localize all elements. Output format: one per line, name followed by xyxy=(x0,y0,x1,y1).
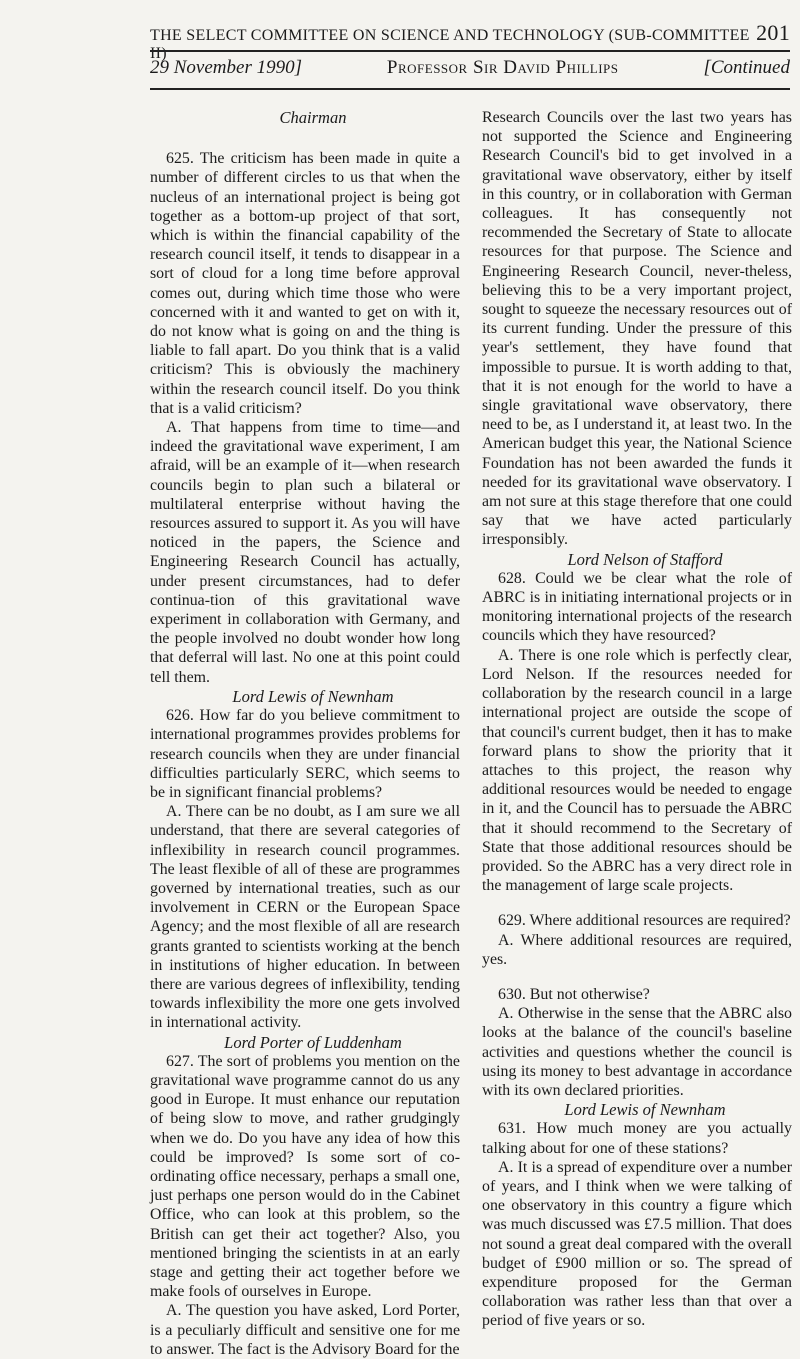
question-631: 631. How much money are you actually talking about for one of these stations? xyxy=(482,1120,792,1157)
answer-625: A. That happens from time to time—and indeed the gravitational wave experiment, I am afraid, will be an example of it—when research councils begin to plan such a bilateral or multilateral enterprise without having the resources assured to support it. As you will have noticed in the papers, the Science and Engineering Research Council has actually, under present circumstances, had to defer continua-tion of this gravitational wave experiment in collaboration with Germany, and the people involved no doubt wonder how long that deferral will last. No one at this point could tell them. xyxy=(150,419,460,686)
continued-label: [Continued xyxy=(703,57,790,78)
answer-631: A. It is a spread of expenditure over a number of years, and I think when we were talking of one observatory in this country a figure which was much discussed was £7.5 million. That does not sound a great deal compared with the overall budget of £900 million or so. The spread of expenditure proposed for the German collaboration was rather less than that over a period of five years or so. xyxy=(482,1158,792,1330)
answer-627-continued: Research Councils over the last two years has not supported the Science and Engineering Research Council's bid to get involved in a gravitational wave observatory, either by itself in this country, or in collaboration with German colleagues. It has consequently not recommended the Secretary of State to allocate resources for that purpose. The Science and Engineering Research Council, never-theless, believing this to be a very important project, sought to squeeze the necessary resources out of its current funding. Under the pressure of this year's settlement, they have found that impossible to pursue. It is worth adding to that, that it is not enough for the world to have a single gravitational wave observatory, there need to be, as I understand it, at least two. In the American budget this year, the National Science Foundation has not been awarded the funds it needed for its gravitational wave observatory. I am not sure at this stage therefore that one could say that we have acted particularly irresponsibly. xyxy=(482,109,792,549)
speaker-heading: Lord Nelson of Stafford xyxy=(567,549,723,569)
answer-627: A. The question you have asked, Lord Porter, is a peculiarly difficult and sensitive one for me to answer. The fact is the Advisory Board for the xyxy=(150,1302,460,1358)
spacer xyxy=(482,969,792,985)
question-627: 627. The sort of problems you mention on the gravitational wave programme cannot do us any good in Europe. It must enhance our reputation of being slow to move, and rather grudgingly when we do. Do you have any idea of how this could be improved? Is some sort of co-ordinating office necessary, perhaps a small one, just perhaps one person would do in the Cabinet Office, who can look at this problem, so the British can get their act together? Also, you mentioned bringing the scientists in at an early stage and getting their act together before we make fools of ourselves in Europe. xyxy=(150,1052,460,1301)
running-title: THE SELECT COMMITTEE ON SCIENCE AND TECHNOLOGY (SUB-COMMITTEE II) xyxy=(150,27,750,62)
question-628: 628. Could we be clear what the role of ABRC is in initiating international projects or in monitoring international projects of the research councils which they have resourced? xyxy=(482,569,792,645)
speaker-heading: Chairman xyxy=(279,108,347,127)
question-629: 629. Where additional resources are required? xyxy=(498,912,791,930)
spacer xyxy=(482,895,792,911)
question-625: 625. The criticism has been made in quite a number of different circles to us that when the nucleus of an international project is being got together as a bottom-up project of that sort, which is within the financial capability of the research council itself, it tends to disappear in a sort of cloud for a long time before approval comes out, during which time those who were concerned with it and wanted to get on with it, do not know what is going on and the thing is liable to fall apart. Do you think that is a valid criticism? This is obviously the machinery within the research council itself. Do you think that is a valid criticism? xyxy=(150,150,460,417)
session-date: 29 November 1990] xyxy=(150,57,302,78)
left-column xyxy=(150,108,460,1359)
session-header xyxy=(150,57,790,79)
answer-628: A. There is one role which is perfectly clear, Lord Nelson. If the resources needed for collaboration by the research council in a large international project are outside the scope of that council's current budget, then it has to make forward plans to show the priority that it attaches to this project, the reason why additional resources would be needed to engage in it, and the Council has to persuade the ABRC that it should recommend to the Secretary of State that those additional resources should be provided. So the ABRC has a very direct role in the management of large scale projects. xyxy=(482,646,792,895)
header-rule-bottom xyxy=(150,88,790,90)
question-630: 630. But not otherwise? xyxy=(498,985,650,1003)
page-number: 201 xyxy=(756,20,790,45)
speaker-heading: Lord Porter of Luddenham xyxy=(224,1032,402,1052)
witness-name: Professor Sir David Phillips xyxy=(386,57,619,78)
question-626: 626. How far do you believe commitment to international programmes provides problems for research councils when they are under financial difficulties particularly SERC, which seems to be in significant financial problems? xyxy=(150,707,460,801)
right-column xyxy=(482,108,792,1331)
speaker-heading: Lord Lewis of Newnham xyxy=(564,1100,726,1120)
header-rule-top xyxy=(150,50,790,52)
speaker-heading: Lord Lewis of Newnham xyxy=(232,686,394,706)
answer-626: A. There can be no doubt, as I am sure we all understand, that there are several categories of inflexibility in research council programmes. The least flexible of all of these are programmes governed by international treaties, such as our involvement in CERN or the European Space Agency; and the most flexible of all are research grants granted to scientists working at the bench in institutions of higher education. In between there are various degrees of inflexibility, tending towards inflexibility the more one gets involved in international activity. xyxy=(150,803,460,1032)
answer-629: A. Where additional resources are required, yes. xyxy=(482,931,792,968)
answer-630: A. Otherwise in the sense that the ABRC also looks at the balance of the council's baseline activities and questions whether the council is using its money to best advantage in accordance with its own declared priorities. xyxy=(482,1005,792,1099)
